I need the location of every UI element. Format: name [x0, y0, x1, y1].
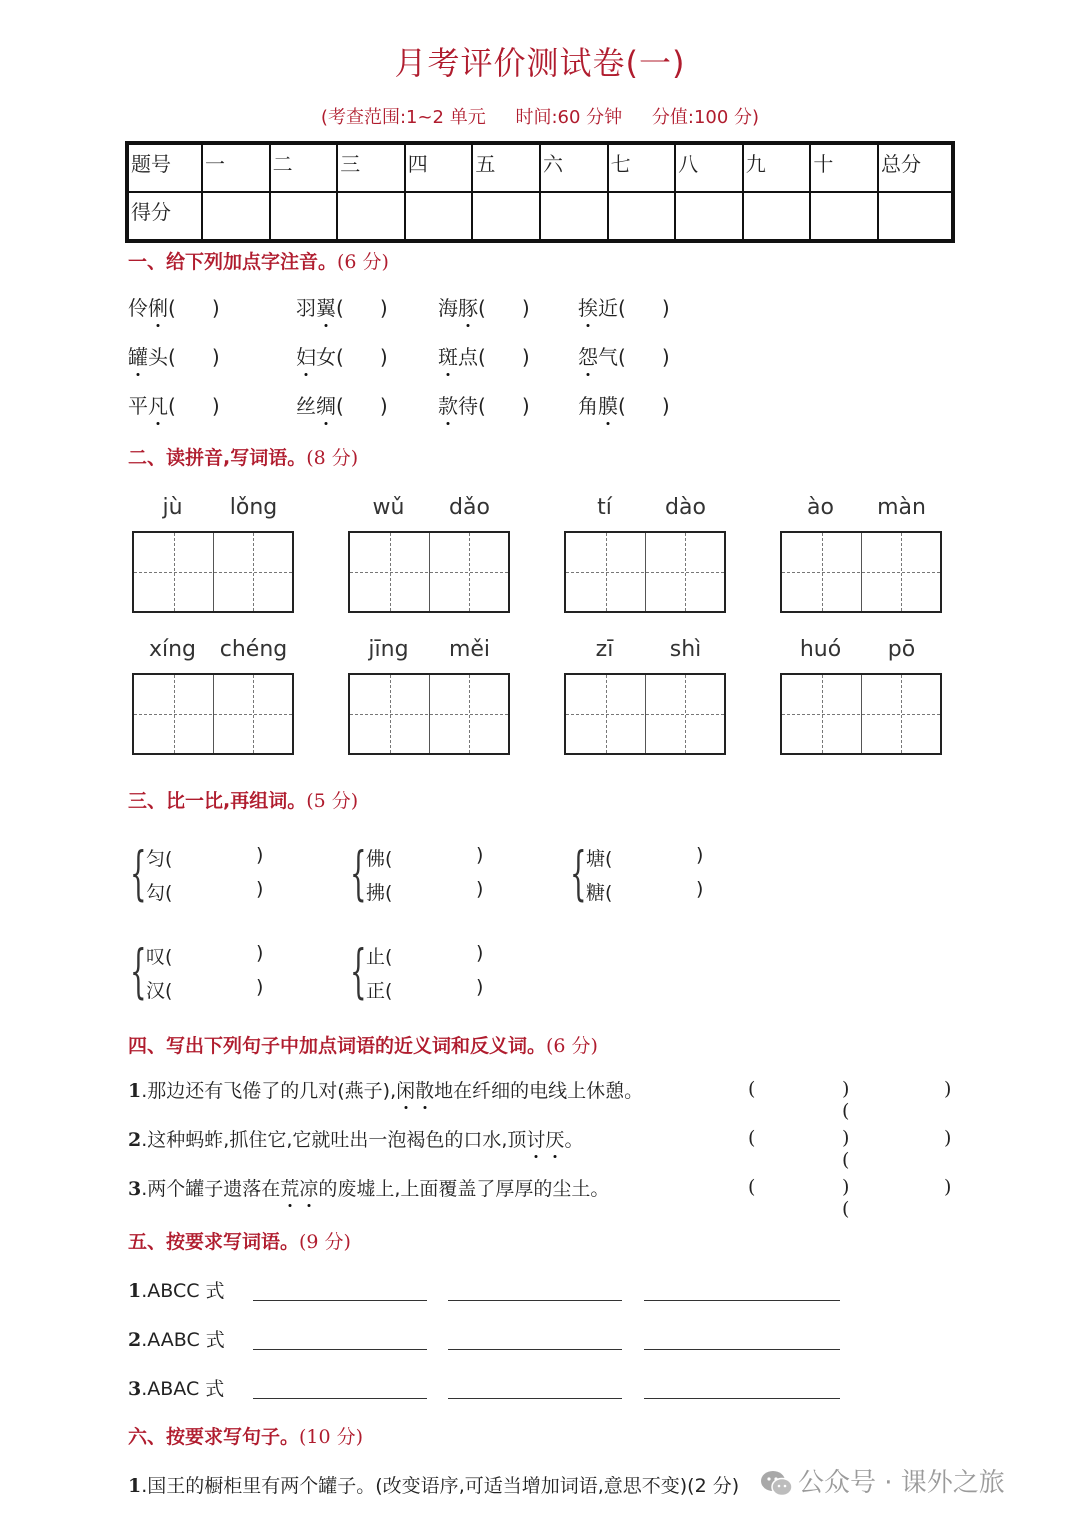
score-input-cell[interactable]: [337, 192, 405, 241]
answer-line[interactable]: [448, 1398, 622, 1399]
close-paren: ): [661, 296, 670, 320]
close-paren: ): [944, 1127, 952, 1149]
answer-line[interactable]: [448, 1300, 622, 1301]
dotted-char: 俐: [148, 292, 168, 321]
open-paren: (: [478, 394, 486, 418]
char: 伶: [128, 296, 148, 320]
section-3-heading: [128, 786, 358, 813]
pinyin-item: [296, 341, 388, 370]
pair-char-a: 叹(: [146, 946, 173, 968]
brace-icon: {: [130, 839, 147, 907]
grid-guide: [566, 714, 724, 715]
grid-guide: [350, 714, 508, 715]
close-paren: ): [211, 345, 220, 369]
table-cell: 题号: [127, 143, 202, 192]
pinyin-label: zī: [595, 637, 614, 662]
char: 丝: [296, 394, 316, 418]
dotted-char: 豚: [458, 292, 478, 321]
open-paren: (: [478, 345, 486, 369]
dotted-word: [280, 1178, 318, 1200]
score-input-cell[interactable]: [472, 192, 540, 241]
tianzige-writing-grid[interactable]: [564, 531, 726, 613]
pinyin-item: [296, 292, 388, 321]
pinyin-label: xíng: [148, 637, 197, 662]
answer-line[interactable]: [253, 1398, 427, 1399]
close-paren: ): [211, 296, 220, 320]
question-number: 3: [128, 1378, 142, 1400]
question-text: .国王的橱柜里有两个罐子。(改变语序,可适当增加词语,意思不变)(2 分): [141, 1475, 740, 1497]
antonym-blank[interactable]: [860, 1127, 942, 1149]
sentence-text: 的废墟上,上面覆盖了厚厚的尘土。: [318, 1178, 610, 1200]
grid-guide: [134, 714, 292, 715]
pinyin-item: [128, 390, 220, 419]
score-input-cell[interactable]: [608, 192, 676, 241]
antonym-blank[interactable]: [860, 1078, 942, 1100]
answer-line[interactable]: [253, 1349, 427, 1350]
mid-paren: )(: [842, 1078, 850, 1122]
char: 气: [598, 345, 618, 369]
synonym-blank[interactable]: [756, 1176, 840, 1198]
grid-guide: [782, 714, 940, 715]
table-cell: 总分: [878, 143, 953, 192]
section-points: (8 分): [306, 447, 359, 469]
table-cell: 五: [472, 143, 540, 192]
tianzige-writing-grid[interactable]: [348, 531, 510, 613]
score-input-cell[interactable]: [405, 192, 473, 241]
open-paren: (: [336, 345, 344, 369]
open-paren: (: [478, 296, 486, 320]
exam-score: 分值:100 分): [651, 107, 760, 128]
exam-time: 时间:60 分钟: [515, 107, 623, 128]
answer-line[interactable]: [448, 1349, 622, 1350]
sentence-text: .那边还有飞倦了的几对(燕子),: [141, 1080, 397, 1102]
pinyin-label: měi: [448, 637, 491, 662]
compare-pair: [570, 839, 710, 907]
close-paren: ): [379, 345, 388, 369]
table-cell: 一: [202, 143, 270, 192]
sentence: [128, 1125, 583, 1152]
char: 女: [316, 345, 336, 369]
question-6-1: [128, 1471, 739, 1498]
dotted-char: 翼: [316, 292, 336, 321]
answer-line[interactable]: [253, 1300, 427, 1301]
char: 待: [458, 394, 478, 418]
open-paren: (: [748, 1176, 756, 1198]
section-heading-text: 五、按要求写词语。: [128, 1231, 300, 1253]
pinyin-label: wǔ: [372, 495, 405, 520]
sentence-text: .这种蚂蚱,抓住它,它就吐出一泡褐色的口水,顶: [141, 1129, 527, 1151]
word-pattern-label: [128, 1374, 224, 1401]
open-paren: (: [168, 345, 176, 369]
dotted-word: [396, 1080, 434, 1102]
pinyin-item: [438, 341, 530, 370]
pinyin-item: [128, 341, 220, 370]
table-cell: 二: [270, 143, 338, 192]
close-paren: ): [256, 942, 264, 964]
table-cell: 十: [810, 143, 878, 192]
wechat-icon: [760, 1469, 794, 1499]
grid-guide: [134, 572, 292, 573]
dotted-char: 荒: [280, 1174, 299, 1201]
section-heading-text: 三、比一比,再组词。: [128, 790, 307, 812]
tianzige-writing-grid[interactable]: [780, 531, 942, 613]
char: 头: [148, 345, 168, 369]
question-number: 3: [128, 1178, 142, 1200]
pair-char-a: 止(: [366, 946, 393, 968]
answer-line[interactable]: [644, 1349, 840, 1350]
pinyin-item: [438, 292, 530, 321]
pinyin-label: jù: [162, 495, 183, 520]
dotted-char: 罐: [128, 341, 148, 370]
dotted-char: 斑: [438, 341, 458, 370]
open-paren: (: [336, 296, 344, 320]
pinyin-label: màn: [877, 495, 926, 520]
table-cell: 八: [675, 143, 743, 192]
compare-pair: [130, 937, 270, 1005]
pinyin-label: shì: [669, 637, 702, 662]
close-paren: ): [476, 878, 484, 900]
score-input-cell[interactable]: [675, 192, 743, 241]
score-input-cell[interactable]: [878, 192, 953, 241]
pair-char-a: 塘(: [586, 848, 613, 870]
section-4-heading: [128, 1031, 598, 1058]
sentence: [128, 1076, 643, 1103]
question-number: 2: [128, 1329, 142, 1351]
compare-pair: [350, 937, 490, 1005]
close-paren: ): [944, 1176, 952, 1198]
char: 平: [128, 394, 148, 418]
word-pattern-label: [128, 1325, 225, 1352]
dotted-char: 绸: [316, 390, 336, 419]
synonym-blank[interactable]: [756, 1078, 840, 1100]
answer-line[interactable]: [644, 1398, 840, 1399]
close-paren: ): [379, 394, 388, 418]
section-1-heading: [128, 247, 389, 274]
table-cell: 九: [743, 143, 811, 192]
pinyin-label: ào: [807, 495, 834, 520]
compare-pair: [130, 839, 270, 907]
table-cell: 七: [608, 143, 676, 192]
page-title: 月考评价测试卷(一): [394, 44, 686, 82]
tianzige-writing-grid[interactable]: [132, 673, 294, 755]
sentence-text: 。: [564, 1129, 584, 1151]
char: 点: [458, 345, 478, 369]
section-points: (9 分): [299, 1231, 351, 1253]
watermark-text: 公众号 · 课外之旅: [798, 1468, 1005, 1498]
score-input-cell[interactable]: [202, 192, 270, 241]
dotted-char: 闲: [396, 1076, 415, 1103]
pair-char-b: 汉(: [146, 980, 173, 1002]
table-cell: 得分: [127, 192, 202, 241]
sentence-text: 地在纤细的电线上休憩。: [434, 1080, 644, 1102]
char: 近: [598, 296, 618, 320]
score-input-cell[interactable]: [743, 192, 811, 241]
char: 羽: [296, 296, 316, 320]
pinyin-label: pō: [887, 637, 916, 662]
close-paren: ): [211, 394, 220, 418]
word-pattern-label: [128, 1276, 225, 1303]
question-number: 1: [128, 1280, 142, 1302]
close-paren: ): [696, 878, 704, 900]
pinyin-label: jīng: [368, 637, 409, 662]
close-paren: ): [476, 844, 484, 866]
answer-line[interactable]: [644, 1300, 840, 1301]
close-paren: ): [379, 296, 388, 320]
dotted-char: 款: [438, 390, 458, 419]
dotted-char: 怨: [578, 341, 598, 370]
pair-char-b: 糖(: [586, 882, 613, 904]
dotted-char: 散: [415, 1076, 434, 1103]
score-table: [125, 141, 955, 243]
open-paren: (: [336, 394, 344, 418]
pinyin-item: [296, 390, 388, 419]
pair-char-a: 佛(: [366, 848, 393, 870]
close-paren: ): [661, 345, 670, 369]
section-points: (5 分): [306, 790, 359, 812]
section-5-heading: [128, 1227, 351, 1254]
sentence: [128, 1174, 609, 1201]
pinyin-label: lǒng: [229, 495, 278, 520]
synonym-blank[interactable]: [756, 1127, 840, 1149]
pinyin-label: chéng: [219, 637, 288, 662]
section-heading-text: 一、给下列加点字注音。: [128, 251, 338, 273]
grid-guide: [350, 572, 508, 573]
dotted-word: [526, 1129, 564, 1151]
tianzige-writing-grid[interactable]: [348, 673, 510, 755]
section-points: (6 分): [546, 1035, 598, 1057]
close-paren: ): [256, 976, 264, 998]
close-paren: ): [256, 844, 264, 866]
pinyin-label: dǎo: [449, 495, 490, 520]
score-input-cell[interactable]: [540, 192, 608, 241]
close-paren: ): [521, 394, 530, 418]
close-paren: ): [476, 976, 484, 998]
dotted-char: 凡: [148, 390, 168, 419]
pinyin-item: [578, 390, 670, 419]
table-cell: 三: [337, 143, 405, 192]
exam-scope: (考查范围:1~2 单元: [320, 107, 486, 128]
pair-char-a: 匀(: [146, 848, 173, 870]
brace-icon: {: [350, 937, 367, 1005]
section-points: (10 分): [299, 1426, 364, 1448]
close-paren: ): [476, 942, 484, 964]
pair-char-b: 正(: [366, 980, 393, 1002]
close-paren: ): [696, 844, 704, 866]
mid-paren: )(: [842, 1176, 850, 1220]
pinyin-label: huó: [799, 637, 842, 662]
pinyin-label: tí: [597, 495, 612, 520]
pair-char-b: 拂(: [366, 882, 393, 904]
pinyin-item: [438, 390, 530, 419]
pinyin-item: [578, 292, 670, 321]
section-points: (6 分): [337, 251, 389, 273]
pinyin-item: [128, 292, 220, 321]
dotted-char: 讨: [526, 1125, 545, 1152]
pinyin-label: dào: [665, 495, 706, 520]
pattern-text: .AABC 式: [141, 1329, 225, 1351]
brace-icon: {: [570, 839, 587, 907]
section-heading-text: 四、写出下列句子中加点词语的近义词和反义词。: [128, 1035, 547, 1057]
sentence-text: .两个罐子遗落在: [141, 1178, 281, 1200]
pinyin-item: [578, 341, 670, 370]
question-number: 2: [128, 1129, 142, 1151]
pair-char-b: 勾(: [146, 882, 173, 904]
close-paren: ): [661, 394, 670, 418]
dotted-char: 妇: [296, 341, 316, 370]
open-paren: (: [748, 1127, 756, 1149]
section-heading-text: 二、读拼音,写词语。: [128, 447, 307, 469]
close-paren: ): [521, 345, 530, 369]
open-paren: (: [618, 296, 626, 320]
grid-guide: [782, 572, 940, 573]
score-table-header-row: [127, 143, 953, 192]
question-number: 1: [128, 1475, 142, 1497]
section-2-heading: [128, 443, 358, 470]
close-paren: ): [521, 296, 530, 320]
tianzige-writing-grid[interactable]: [564, 673, 726, 755]
table-cell: 四: [405, 143, 473, 192]
exam-info: [0, 103, 1080, 129]
grid-guide: [566, 572, 724, 573]
compare-pair: [350, 839, 490, 907]
section-6-heading: [128, 1422, 363, 1449]
brace-icon: {: [350, 839, 367, 907]
open-paren: (: [748, 1078, 756, 1100]
watermark: [760, 1462, 1005, 1499]
score-input-cell[interactable]: [270, 192, 338, 241]
tianzige-writing-grid[interactable]: [780, 673, 942, 755]
open-paren: (: [618, 394, 626, 418]
close-paren: ): [944, 1078, 952, 1100]
dotted-char: 挨: [578, 292, 598, 321]
score-input-cell[interactable]: [810, 192, 878, 241]
open-paren: (: [168, 394, 176, 418]
mid-paren: )(: [842, 1127, 850, 1171]
dotted-char: 凉: [299, 1174, 318, 1201]
brace-icon: {: [130, 937, 147, 1005]
pattern-text: .ABCC 式: [141, 1280, 225, 1302]
score-table-score-row: [127, 192, 953, 241]
dotted-char: 膜: [598, 390, 618, 419]
pattern-text: .ABAC 式: [141, 1378, 225, 1400]
tianzige-writing-grid[interactable]: [132, 531, 294, 613]
char: 海: [438, 296, 458, 320]
table-cell: 六: [540, 143, 608, 192]
antonym-blank[interactable]: [860, 1176, 942, 1198]
section-heading-text: 六、按要求写句子。: [128, 1426, 300, 1448]
char: 角: [578, 394, 598, 418]
open-paren: (: [168, 296, 176, 320]
dotted-char: 厌: [545, 1125, 564, 1152]
close-paren: ): [256, 878, 264, 900]
question-number: 1: [128, 1080, 142, 1102]
open-paren: (: [618, 345, 626, 369]
